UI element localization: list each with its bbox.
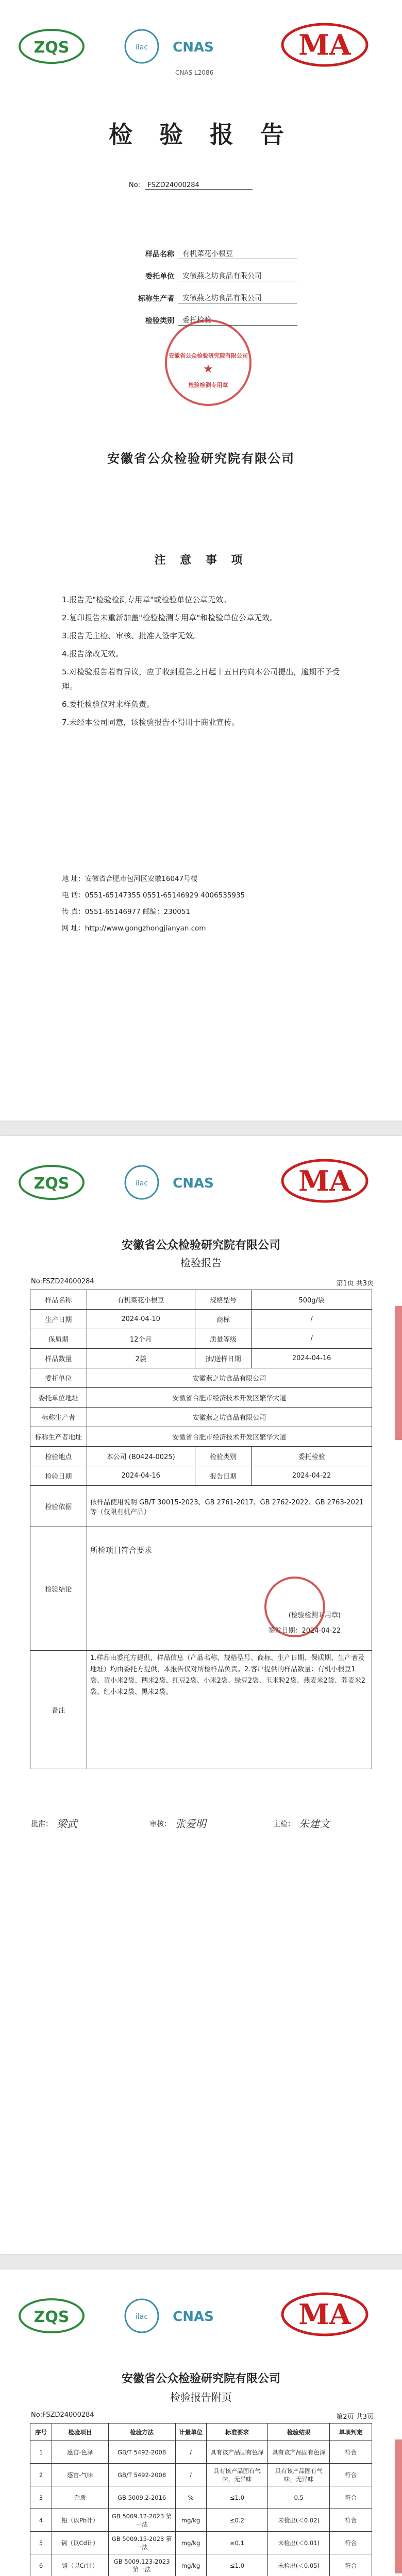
svg-text:ZQS: ZQS xyxy=(34,39,70,57)
cover-page xyxy=(0,0,402,1121)
svg-text:ilac: ilac xyxy=(135,1179,148,1188)
table-cell: 未检出(＜0.02) xyxy=(268,2509,330,2532)
issue-date: 签发日期：2024-04-22 xyxy=(268,1627,341,1635)
table-cell: 符合 xyxy=(330,2554,372,2576)
table-cell: 符合 xyxy=(330,2464,372,2486)
accreditation-logos xyxy=(15,23,232,80)
report-page xyxy=(0,1136,402,2254)
table-cell: mg/kg xyxy=(175,2509,206,2532)
logo-row xyxy=(0,1157,402,1218)
report-subtitle: 检验报告 xyxy=(180,1257,222,1269)
table-cell: 6 xyxy=(30,2554,52,2576)
report-main-table xyxy=(30,1290,372,1769)
contact-address: 地 址：安徽省合肥市包河区安徽16047号楼 xyxy=(62,875,198,883)
table-row: 生产日期 2024-04-10 商标 / xyxy=(30,1310,372,1329)
contact-info xyxy=(62,871,245,937)
table-cell: ≤0.2 xyxy=(206,2509,268,2532)
column-header: 检验方法 xyxy=(108,2424,175,2441)
svg-text:MA: MA xyxy=(298,28,351,61)
notice-item: 3.报告无主检、审核、批准人签字无效。 xyxy=(62,631,201,640)
tester-signature: 朱建文 xyxy=(299,1818,330,1830)
column-header: 检验结果 xyxy=(268,2424,330,2441)
table-cell: GB/T 5492-2008 xyxy=(108,2441,175,2464)
table-cell: GB 5009.2-2016 xyxy=(108,2486,175,2509)
table-row: 委托单位 安徽燕之坊食品有限公司 xyxy=(30,1368,372,1388)
table-cell: 杂质 xyxy=(52,2486,108,2509)
cma-logo-icon xyxy=(278,21,371,70)
column-header: 单项判定 xyxy=(330,2424,372,2441)
reviewer-signature: 张爱明 xyxy=(175,1818,206,1830)
table-header-row xyxy=(30,2424,372,2441)
cma-logo-icon xyxy=(278,1157,371,1206)
conclusion-row: 检验结论 所检项目符合要求 (检验检测专用章) 签发日期：2024-04-22 xyxy=(30,1527,372,1651)
info-row: 标称生产者 安徽燕之坊食品有限公司 xyxy=(116,281,297,303)
table-cell: 镉（以Cd计） xyxy=(52,2532,108,2554)
table-cell: 感官-色泽 xyxy=(52,2441,108,2464)
svg-text:MA: MA xyxy=(298,1164,351,1197)
table-cell: GB 5009.15-2023 第一法 xyxy=(108,2532,175,2554)
cover-info-table xyxy=(116,237,297,326)
perforation-seal xyxy=(395,1306,402,1440)
report-number: No: FSZD24000284 xyxy=(129,181,253,190)
conclusion-seal xyxy=(264,1577,325,1637)
table-cell: 具有该产品固有气味，无异味 xyxy=(206,2464,268,2486)
table-cell: 2 xyxy=(30,2464,52,2486)
zqs-logo-icon xyxy=(20,30,83,63)
column-header: 标准要求 xyxy=(206,2424,268,2441)
info-row: 样品名称 有机菜花小根豆 xyxy=(116,237,297,259)
info-row: 检验类别 委托检验 xyxy=(116,303,297,326)
page-number: 第1页 共3页 xyxy=(336,1280,374,1287)
table-cell: 符合 xyxy=(330,2509,372,2532)
notice-item: 5.对检验报告若有异议，应于收到报告之日起十五日内向本公司提出，逾期不予受理。 xyxy=(62,667,340,691)
svg-text:CNAS: CNAS xyxy=(173,1176,214,1191)
report-org-title: 安徽省公众检验研究院有限公司 xyxy=(121,1239,280,1252)
table-cell: GB/T 5492-2008 xyxy=(108,2464,175,2486)
detail-page-number: 第2页 共3页 xyxy=(336,2413,374,2421)
table-row: 检验地点 本公司 (B0424-0025) 检验类别 委托检验 xyxy=(30,1447,372,1466)
table-cell: 0.5 xyxy=(268,2486,330,2509)
table-row xyxy=(30,2441,372,2464)
table-cell: 符合 xyxy=(330,2486,372,2509)
table-cell: / xyxy=(175,2441,206,2464)
table-cell: 铅（以Pb计） xyxy=(52,2509,108,2532)
notice-list xyxy=(62,592,340,733)
table-cell: GB 5009.123-2023 第一法 xyxy=(108,2554,175,2576)
conclusion-stamp-label: (检验检测专用章) xyxy=(288,1612,341,1619)
table-cell: 具有该产品固有色泽 xyxy=(268,2441,330,2464)
svg-text:ZQS: ZQS xyxy=(34,1175,70,1193)
table-cell: 3 xyxy=(30,2486,52,2509)
contact-website: 网 址：http://www.gongzhongjianyan.com xyxy=(62,924,206,933)
table-row: 检验日期 2024-04-16 报告日期 2024-04-22 xyxy=(30,1466,372,1486)
table-cell: 感官-气味 xyxy=(52,2464,108,2486)
svg-text:ilac: ilac xyxy=(135,2313,148,2321)
detail-subtitle: 检验报告附页 xyxy=(170,2391,232,2403)
svg-text:ZQS: ZQS xyxy=(34,2308,70,2326)
table-cell: ≤1.0 xyxy=(206,2554,268,2576)
table-row xyxy=(30,2509,372,2532)
table-cell: mg/kg xyxy=(175,2554,206,2576)
column-header: 序号 xyxy=(30,2424,52,2441)
table-cell: GB 5009.12-2023 第一法 xyxy=(108,2509,175,2532)
conclusion-text: 所检项目符合要求 xyxy=(90,1546,152,1555)
svg-text:ilac: ilac xyxy=(135,43,148,52)
table-row xyxy=(30,2532,372,2554)
table-cell: 5 xyxy=(30,2532,52,2554)
table-cell: / xyxy=(175,2464,206,2486)
reviewer-label: 审核： xyxy=(149,1820,171,1828)
table-cell: mg/kg xyxy=(175,2532,206,2554)
cover-title: 检 验 报 告 xyxy=(108,121,294,148)
table-cell: 具有该产品固有色泽 xyxy=(206,2441,268,2464)
accreditation-logos xyxy=(15,1159,232,1216)
test-items-table xyxy=(30,2423,372,2576)
column-header: 计量单位 xyxy=(175,2424,206,2441)
info-row: 委托单位 安徽燕之坊食品有限公司 xyxy=(116,259,297,281)
svg-text:CNAS: CNAS xyxy=(173,2309,214,2325)
table-cell: 符合 xyxy=(330,2532,372,2554)
table-row xyxy=(30,2464,372,2486)
approver-signature: 梁武 xyxy=(57,1818,77,1830)
table-cell: 符合 xyxy=(330,2441,372,2464)
table-cell: 1 xyxy=(30,2441,52,2464)
cover-org-name: 安徽省公众检验研究院有限公司 xyxy=(107,451,295,466)
detail-org-title: 安徽省公众检验研究院有限公司 xyxy=(121,2372,280,2385)
table-cell: 4 xyxy=(30,2509,52,2532)
table-row xyxy=(30,2486,372,2509)
table-cell: 铬（以Cr计） xyxy=(52,2554,108,2576)
table-row: 标称生产者 安徽燕之坊食品有限公司 xyxy=(30,1408,372,1427)
logo-row xyxy=(0,21,402,82)
remarks-text: 1.样品由委托方提供，样品信息（产品名称、规格型号、商标、生产日期、保质期、生产者及地址）均由委托方提供，本报告仅对所检样品负责。2.客户提供的样品数量：有机小根豆1袋、黄小米2袋、糯米2袋、红豆2袋、小米2袋、绿豆2袋、玉米粒2袋、燕麦米2袋、荞麦米2袋、红小米2袋、黑米2袋。 xyxy=(87,1651,372,1769)
notice-title: 注 意 事 项 xyxy=(154,554,248,567)
company-seal: 安徽省公众检验研究院有限公司 ★ 检验检测专用章 xyxy=(165,319,252,406)
tester-label: 主检： xyxy=(273,1820,295,1828)
cnas-logo-icon xyxy=(125,30,214,63)
notice-item: 2.复印报告未重新加盖"检验检测专用章"和检验单位公章无效。 xyxy=(62,613,278,622)
table-cell: 未检出(＜0.05) xyxy=(268,2554,330,2576)
svg-text:MA: MA xyxy=(298,2298,351,2331)
perforation-seal xyxy=(395,2439,402,2573)
table-row: 保质期 12个月 质量等级 / xyxy=(30,1329,372,1349)
table-row: 标称生产者地址 安徽省合肥市经济技术开发区繁华大道 xyxy=(30,1427,372,1447)
table-row: 检验依据 依样品使用说明 GB/T 30015-2023、GB 2761-2017、GB 2762-2022、GB 2763-2021等（仅限有机产品） xyxy=(30,1486,372,1527)
table-cell: 具有该产品固有气味，无异味 xyxy=(268,2464,330,2486)
notice-item: 1.报告无"检验检测专用章"或检验单位公章无效。 xyxy=(62,595,231,604)
table-cell: 未检出(＜0.01) xyxy=(268,2532,330,2554)
notice-item: 6.委托检验仅对来样负责。 xyxy=(62,700,155,709)
table-row xyxy=(30,2554,372,2576)
table-cell: ≤1.0 xyxy=(206,2486,268,2509)
accreditation-logos xyxy=(15,2293,232,2349)
notice-item: 4.报告涂改无效。 xyxy=(62,649,124,658)
remark-row: 备注 1.样品由委托方提供，样品信息（产品名称、规格型号、商标、生产日期、保质期、生产者及地址）均由委托方提供，本报告仅对所检样品负责。2.客户提供的样品数量：有机小根豆1袋、黄小米2袋、糯米2袋、红豆2袋、小米2袋、绿豆2袋、玉米粒2袋、燕麦米2袋、荞麦米2袋、红小米2袋、黑米2袋。 xyxy=(30,1651,372,1769)
detail-report-number: No:FSZD24000284 xyxy=(31,2411,94,2419)
contact-fax: 传 真：0551-65146977 邮编：230051 xyxy=(62,908,191,916)
svg-text:CNAS: CNAS xyxy=(173,40,214,55)
cnas-code: CNAS L2086 xyxy=(175,69,214,76)
column-header: 检验项目 xyxy=(52,2424,108,2441)
table-row: 样品数量 2袋 抽/送样日期 2024-04-16 xyxy=(30,1349,372,1368)
notice-item: 7.未经本公司同意，该检验报告不得用于商业宣传。 xyxy=(62,718,240,727)
detail-page xyxy=(0,2269,402,2576)
table-cell: ≤0.1 xyxy=(206,2532,268,2554)
report-number: No:FSZD24000284 xyxy=(31,1278,94,1285)
contact-phone: 电 话：0551-65147355 0551-65146929 4006535935 xyxy=(62,891,245,900)
cma-logo-icon xyxy=(278,2290,371,2339)
table-cell: % xyxy=(175,2486,206,2509)
table-row: 样品名称 有机菜花小根豆 规格型号 500g/袋 xyxy=(30,1290,372,1310)
approver-label: 批准： xyxy=(31,1820,53,1828)
table-row: 委托单位地址 安徽省合肥市经济技术开发区繁华大道 xyxy=(30,1388,372,1408)
logo-row xyxy=(0,2290,402,2352)
